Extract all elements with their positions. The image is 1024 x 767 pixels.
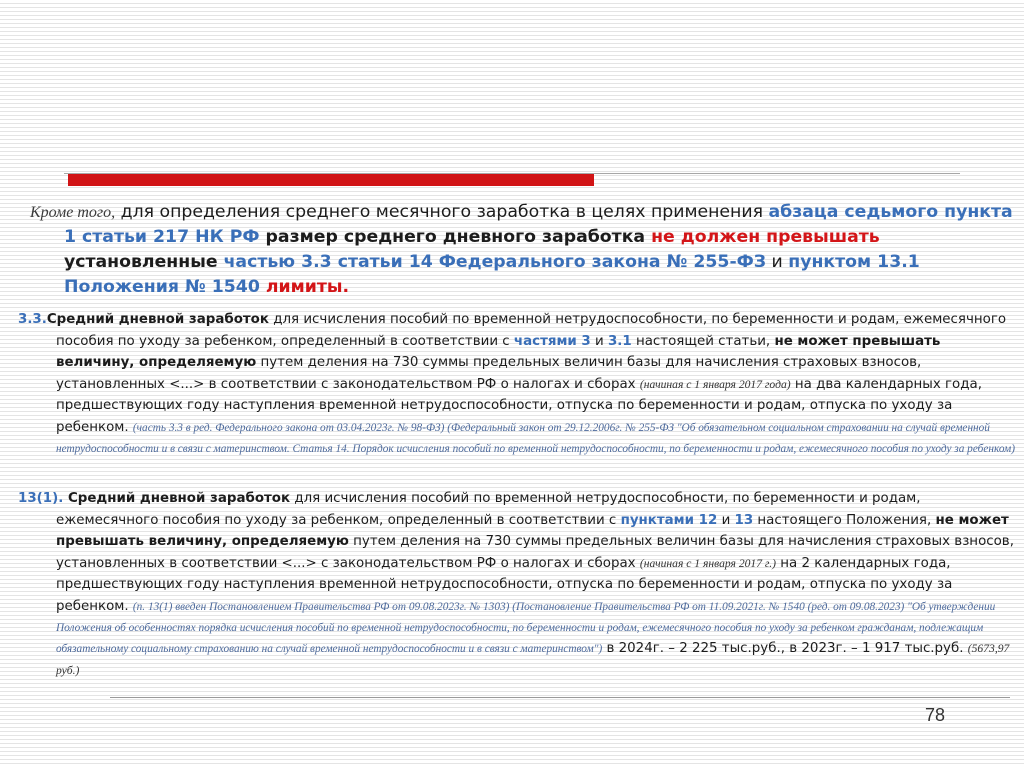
section-text: для исчисления пособий по временной нетрудоспособности, по беременности и родам, ежемесячного пособия по уходу за ребенком, определенный в соответствии с — [56, 312, 1007, 349]
lead-text: установленные — [64, 252, 224, 272]
lead-paragraph — [30, 200, 1024, 300]
section-lead: Средний дневной заработок — [63, 491, 291, 506]
title-decoration — [64, 171, 960, 187]
section-bold: не может превышать величину, определяемую — [56, 512, 1009, 549]
lead-intro: Кроме того, — [30, 204, 116, 221]
section-text: и — [717, 512, 735, 528]
lead-text: для определения среднего месячного заработка в целях применения — [115, 202, 769, 222]
source-note: (п. 13(1) введен Постановлением Правительства РФ от 09.08.2023г. № 1303) (Постановление Правительства РФ от 11.09.2021г. № 1540 (ред. от 09.08.2023) "Об утверждении Положения об особенностях порядка исчисления пособий по временной нетрудоспособности, по беременности и родам, ежемесячного пособия по уходу за ребенком гражданам, подлежащим обязательному социальному страхованию на случай временной нетрудоспособности и в связи с материнством") — [56, 600, 996, 655]
section-bold: не может превышать величину, определяемую — [56, 333, 941, 370]
section-marker: 3.3. — [18, 312, 47, 327]
lead-text: размер среднего дневного заработка — [259, 227, 652, 247]
limit-daily: (5673,97 руб.) — [56, 642, 1010, 677]
link-regulation[interactable]: пунктом 13.1 Положения № 1540 — [64, 252, 920, 297]
link-abzac[interactable]: абзаца седьмого пункта 1 статьи 217 НК РФ — [64, 202, 1013, 247]
section-text: на два календарных года, предшествующих году наступления временной нетрудоспособности, отпуска по беременности и родам, отпуска по уходу за ребенком. — [56, 376, 982, 435]
highlight-text: не должен превышать — [651, 227, 880, 247]
section-text: настоящей статьи, — [631, 333, 775, 349]
section-paragraph — [18, 487, 1018, 678]
section-text: настоящего Положения, — [753, 512, 936, 528]
section-text: путем деления на 730 суммы предельных величин базы для начисления страховых взносов, установленных в соответствии <...> с законодательством РФ о налогах и сборах — [56, 534, 1014, 571]
highlight-text: лимиты. — [259, 277, 350, 297]
link-part[interactable]: 3.1 — [607, 333, 632, 349]
link-parts[interactable]: частями 3 — [513, 333, 591, 349]
section-text: на 2 календарных года, предшествующих году наступления временной нетрудоспособности, отпуска по беременности и родам, отпуска по уходу за ребенком. — [56, 555, 953, 614]
section-paragraph — [18, 308, 1018, 458]
section-text: и — [590, 333, 608, 349]
section-13-1 — [18, 487, 1018, 678]
section-lead: Средний дневной заработок — [46, 312, 269, 327]
link-point[interactable]: 13 — [734, 512, 754, 528]
source-note: (часть 3.3 в ред. Федерального закона от 03.04.2023г. № 98-ФЗ) (Федеральный закон от 29.12.2006г. № 255-ФЗ "Об обязательном социальном страховании на случай временной нетрудоспособности и в связи с материнством. Статья 14. Порядок исчисления пособий по временной нетрудоспособности, по беременности и родам, ежемесячного пособия по уходу за ребенком) — [56, 421, 1016, 455]
link-law[interactable]: частью 3.3 статьи 14 Федерального закона № 255-ФЗ — [223, 252, 767, 272]
section-italic: (начиная с 1 января 2017 года) — [639, 377, 791, 391]
section-text: путем деления на 730 суммы предельных величин базы для начисления страховых взносов, установленных <...> в соответствии с законодательством РФ о налогах и сборах — [56, 355, 922, 392]
limit-values: в 2024г. – 2 225 тыс.руб., в 2023г. – 1 917 тыс.руб. — [602, 641, 968, 656]
section-marker: 13(1). — [18, 491, 64, 506]
page-number: 78 — [925, 705, 946, 725]
lead-text: и — [766, 252, 789, 272]
section-3-3 — [18, 308, 1018, 458]
section-italic: (начиная с 1 января 2017 г.) — [639, 556, 777, 570]
accent-bar — [68, 174, 594, 186]
footer-divider — [110, 697, 1010, 698]
section-text: для исчисления пособий по временной нетрудоспособности, по беременности и родам, ежемесячного пособия по уходу за ребенком, определенный в соответствии с — [56, 491, 921, 528]
link-points[interactable]: пунктами 12 — [620, 512, 718, 528]
